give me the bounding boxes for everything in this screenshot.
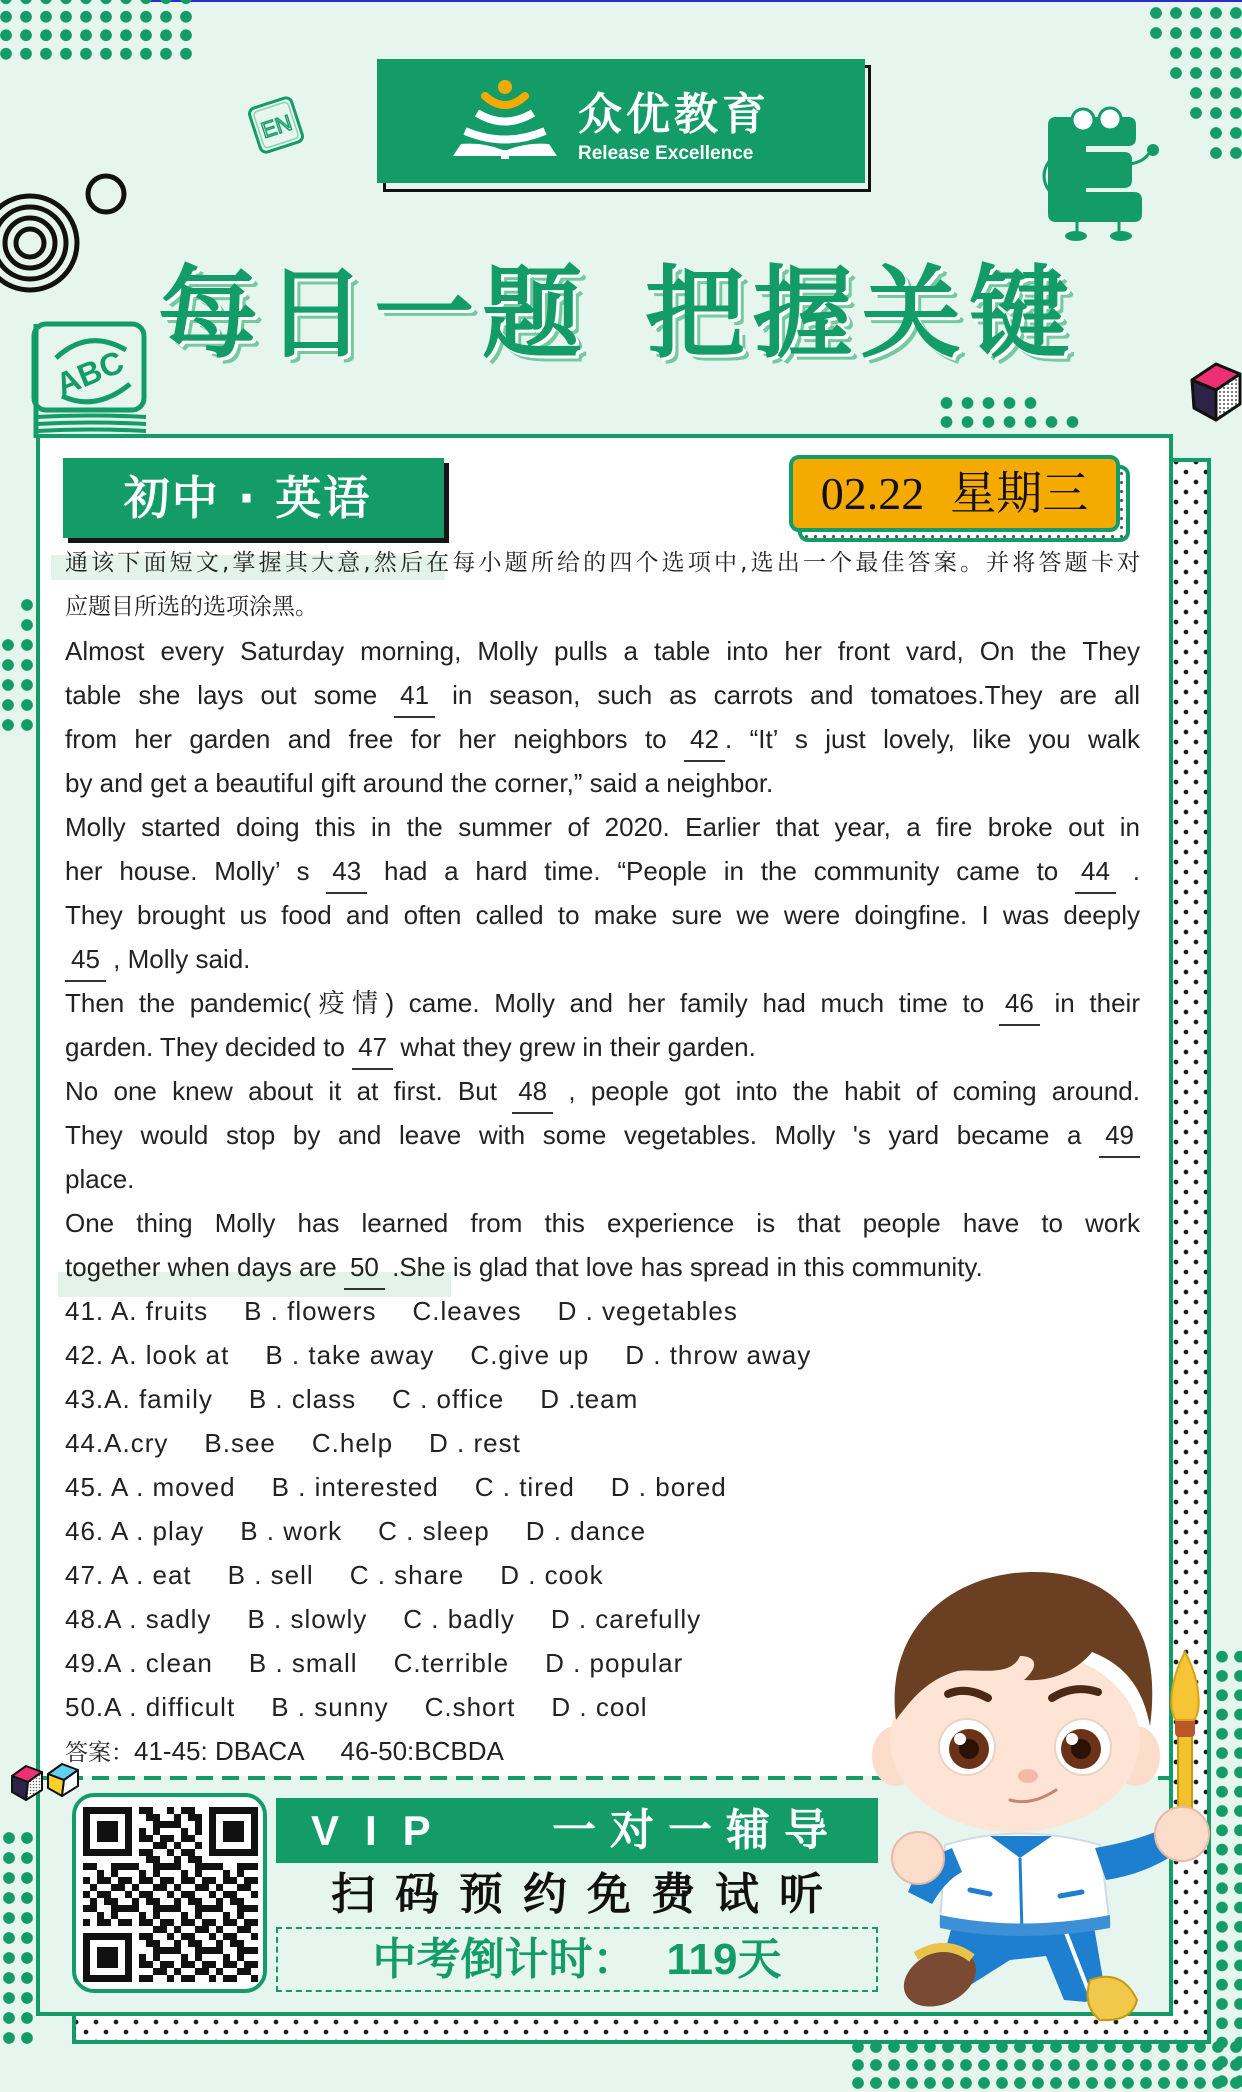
student-mascot-illustration (860, 1560, 1242, 2088)
answer-range-2: 46-50:BCBDA (340, 1736, 504, 1766)
blank-47: 47 (352, 1025, 393, 1069)
decor-dots-left-mid-a (17, 595, 37, 735)
option-d: D . cool (551, 1692, 648, 1722)
option-b: B . slowly (247, 1604, 368, 1634)
decor-dots-top-left (0, 0, 196, 63)
option-d: D . cook (500, 1560, 604, 1590)
passage-line (65, 981, 1140, 1025)
text-segment: together when days are (65, 1252, 344, 1282)
option-b: B . class (248, 1384, 357, 1414)
instruction-line: 应题目所选的选项涂黑。 (65, 594, 318, 620)
option-b: B . interested (271, 1472, 439, 1502)
text-segment: . “It’ s just lovely, like you walk (724, 724, 1140, 754)
option-b: B . small (248, 1648, 358, 1678)
text-segment: in their (1039, 988, 1140, 1018)
brand-name-cn: 众优教育 (578, 89, 770, 140)
option-b: B . sell (227, 1560, 314, 1590)
cube-icon (1186, 358, 1242, 424)
text-segment: Then the pandemic(疫情) came. Molly and her family had much time to (65, 988, 999, 1018)
passage-line (65, 673, 1140, 717)
subject-label: 初中 · 英语 (63, 458, 444, 538)
question-number: 49. (65, 1648, 105, 1678)
option-c: C.terrible (393, 1648, 510, 1678)
brand-tree-book-icon (453, 80, 557, 160)
scan-cta: 扫码预约免费试听 (331, 1869, 843, 1920)
option-b: B . take away (265, 1340, 435, 1370)
option-d: D . popular (545, 1648, 684, 1678)
option-c: C . office (392, 1384, 505, 1414)
option-b: B . sunny (271, 1692, 389, 1722)
text-segment: , people got into the habit of coming around. (553, 1076, 1140, 1106)
question-number: 43. (65, 1384, 105, 1414)
headline-right: 把握关键 (645, 255, 1077, 372)
headline-left: 每日一题 (158, 255, 590, 372)
text-segment: what they grew in their garden. (393, 1032, 756, 1062)
decor-dots-title-right-1 (936, 393, 1041, 413)
text-segment: No one knew about it at first. But (65, 1076, 513, 1106)
weekday-text: 星期三 (950, 466, 1089, 520)
passage-line (65, 1069, 1140, 1113)
option-c: C.leaves (412, 1296, 522, 1326)
option-d: D . dance (525, 1516, 647, 1546)
option-a: A . clean (104, 1648, 213, 1678)
blank-49: 49 (1099, 1113, 1140, 1157)
text-segment: , Molly said. (105, 944, 251, 974)
decor-dots-left-bottom (0, 1828, 36, 2048)
blank-44: 44 (1075, 849, 1116, 893)
qr-code-image (83, 1807, 258, 1982)
option-a: A. look at (110, 1340, 230, 1370)
blank-43: 43 (326, 849, 367, 893)
decor-dots-top-right-1 (1146, 3, 1242, 43)
text-segment: in season, such as carrots and tomatoes.They are all (435, 680, 1140, 710)
option-a: A.cry (104, 1428, 169, 1458)
option-c: C . tired (474, 1472, 575, 1502)
question-44-options (65, 1421, 1140, 1465)
blank-46: 46 (999, 981, 1040, 1025)
option-d: D . vegetables (557, 1296, 738, 1326)
option-a: A . moved (110, 1472, 236, 1502)
option-a: A. fruits (110, 1296, 209, 1326)
decor-dots-title-right-2 (936, 412, 1083, 432)
decor-dots-top-right-2 (1166, 43, 1242, 83)
question-number: 44. (65, 1428, 105, 1458)
instruction-line: 通该下面短文,掌握其大意,然后在每小题所给的四个选项中,选出一个最佳答案。并将答题卡对 (65, 550, 1140, 576)
passage-line: by and get a beautiful gift around the corner,” said a neighbor. (65, 768, 774, 798)
text-segment: .She is glad that love has spread in this community. (384, 1252, 983, 1282)
question-43-options (65, 1377, 1140, 1421)
brand-name-en: Release Excellence (578, 143, 754, 164)
question-number: 46. (65, 1516, 111, 1546)
option-a: A . play (110, 1516, 205, 1546)
passage-line: They brought us food and often called to make sure we were doingfine. I was deeply (65, 900, 1140, 930)
question-42-options (65, 1333, 1140, 1377)
decor-dots-left-mid-b (0, 635, 18, 735)
blank-41: 41 (394, 673, 435, 717)
brand-logo (377, 59, 865, 183)
text-segment: from her garden and free for her neighbors to (65, 724, 685, 754)
date-text: 02.22 (820, 468, 925, 519)
option-c: C . badly (403, 1604, 515, 1634)
question-46-options (65, 1509, 1140, 1553)
question-45-options (65, 1465, 1140, 1509)
ring-icon (80, 171, 132, 217)
option-a: A . difficult (104, 1692, 236, 1722)
passage-line: place. (65, 1164, 135, 1194)
text-segment: They would stop by and leave with some vegetables. Molly 's yard became a (65, 1120, 1100, 1150)
passage-line: Almost every Saturday morning, Molly pulls a table into her front vard, On the They (65, 636, 1140, 666)
option-a: A. family (104, 1384, 213, 1414)
decor-dots-top-right-3 (1186, 83, 1242, 123)
abc-book-text: ABC (50, 343, 129, 403)
passage-line (65, 1245, 1140, 1289)
decor-dots-top-right-4 (1206, 123, 1242, 163)
question-41-options (65, 1289, 1140, 1333)
passage-line (65, 1113, 1140, 1157)
question-number: 42. (65, 1340, 111, 1370)
text-segment: . (1115, 856, 1140, 886)
abc-book-icon (26, 316, 156, 438)
option-c: C.short (424, 1692, 516, 1722)
question-number: 41. (65, 1296, 111, 1326)
text-segment: her house. Molly’ s (65, 856, 327, 886)
option-b: B.see (204, 1428, 276, 1458)
option-c: C.give up (470, 1340, 590, 1370)
option-c: C . share (349, 1560, 465, 1590)
en-badge-icon (240, 92, 312, 158)
letter-e-mascot-icon (1020, 90, 1170, 250)
text-segment: garden. They decided to (65, 1032, 353, 1062)
option-d: D . bored (610, 1472, 727, 1502)
blank-45: 45 (65, 937, 106, 981)
option-b: B . flowers (244, 1296, 377, 1326)
passage-line (65, 937, 1140, 981)
question-number: 50. (65, 1692, 105, 1722)
vip-label: VIP (311, 1807, 457, 1854)
answer-label: 答案： (65, 1740, 134, 1766)
text-segment: table she lays out some (65, 680, 395, 710)
option-c: C.help (311, 1428, 394, 1458)
passage-line: Molly started doing this in the summer of 2020. Earlier that year, a fire broke out in (65, 812, 1140, 842)
blank-48: 48 (512, 1069, 553, 1113)
en-badge-text: EN (258, 109, 295, 144)
cubes-icon (8, 1762, 88, 1804)
passage-line (65, 849, 1140, 893)
text-segment: had a hard time. “People in the community came to (367, 856, 1076, 886)
vip-banner (276, 1798, 878, 1863)
passage-line (65, 717, 1140, 761)
question-number: 48. (65, 1604, 105, 1634)
passage-line: One thing Molly has learned from this experience is that people have to work (65, 1208, 1140, 1238)
option-a: A . sadly (104, 1604, 212, 1634)
question-number: 45. (65, 1472, 111, 1502)
option-c: C . sleep (378, 1516, 490, 1546)
qr-code (72, 1793, 267, 1993)
top-border-line (150, 0, 1242, 2)
blank-50: 50 (344, 1245, 385, 1289)
answer-range-1: 41-45: DBACA (134, 1736, 305, 1766)
question-number: 47. (65, 1560, 111, 1590)
date-badge (789, 455, 1120, 532)
option-d: D . throw away (625, 1340, 812, 1370)
passage-line (65, 1025, 1140, 1069)
option-d: D . rest (429, 1428, 521, 1458)
option-b: B . work (240, 1516, 343, 1546)
countdown-value: 119天 (666, 1935, 782, 1984)
option-d: D . carefully (550, 1604, 702, 1634)
option-a: A . eat (110, 1560, 192, 1590)
vip-service-label: 一对一辅导 (552, 1805, 842, 1856)
countdown-label: 中考倒计时： (372, 1934, 637, 1985)
concentric-circles-icon (0, 190, 90, 300)
option-d: D .team (540, 1384, 639, 1414)
blank-42: 42 (684, 717, 725, 761)
exam-countdown (276, 1927, 878, 1992)
